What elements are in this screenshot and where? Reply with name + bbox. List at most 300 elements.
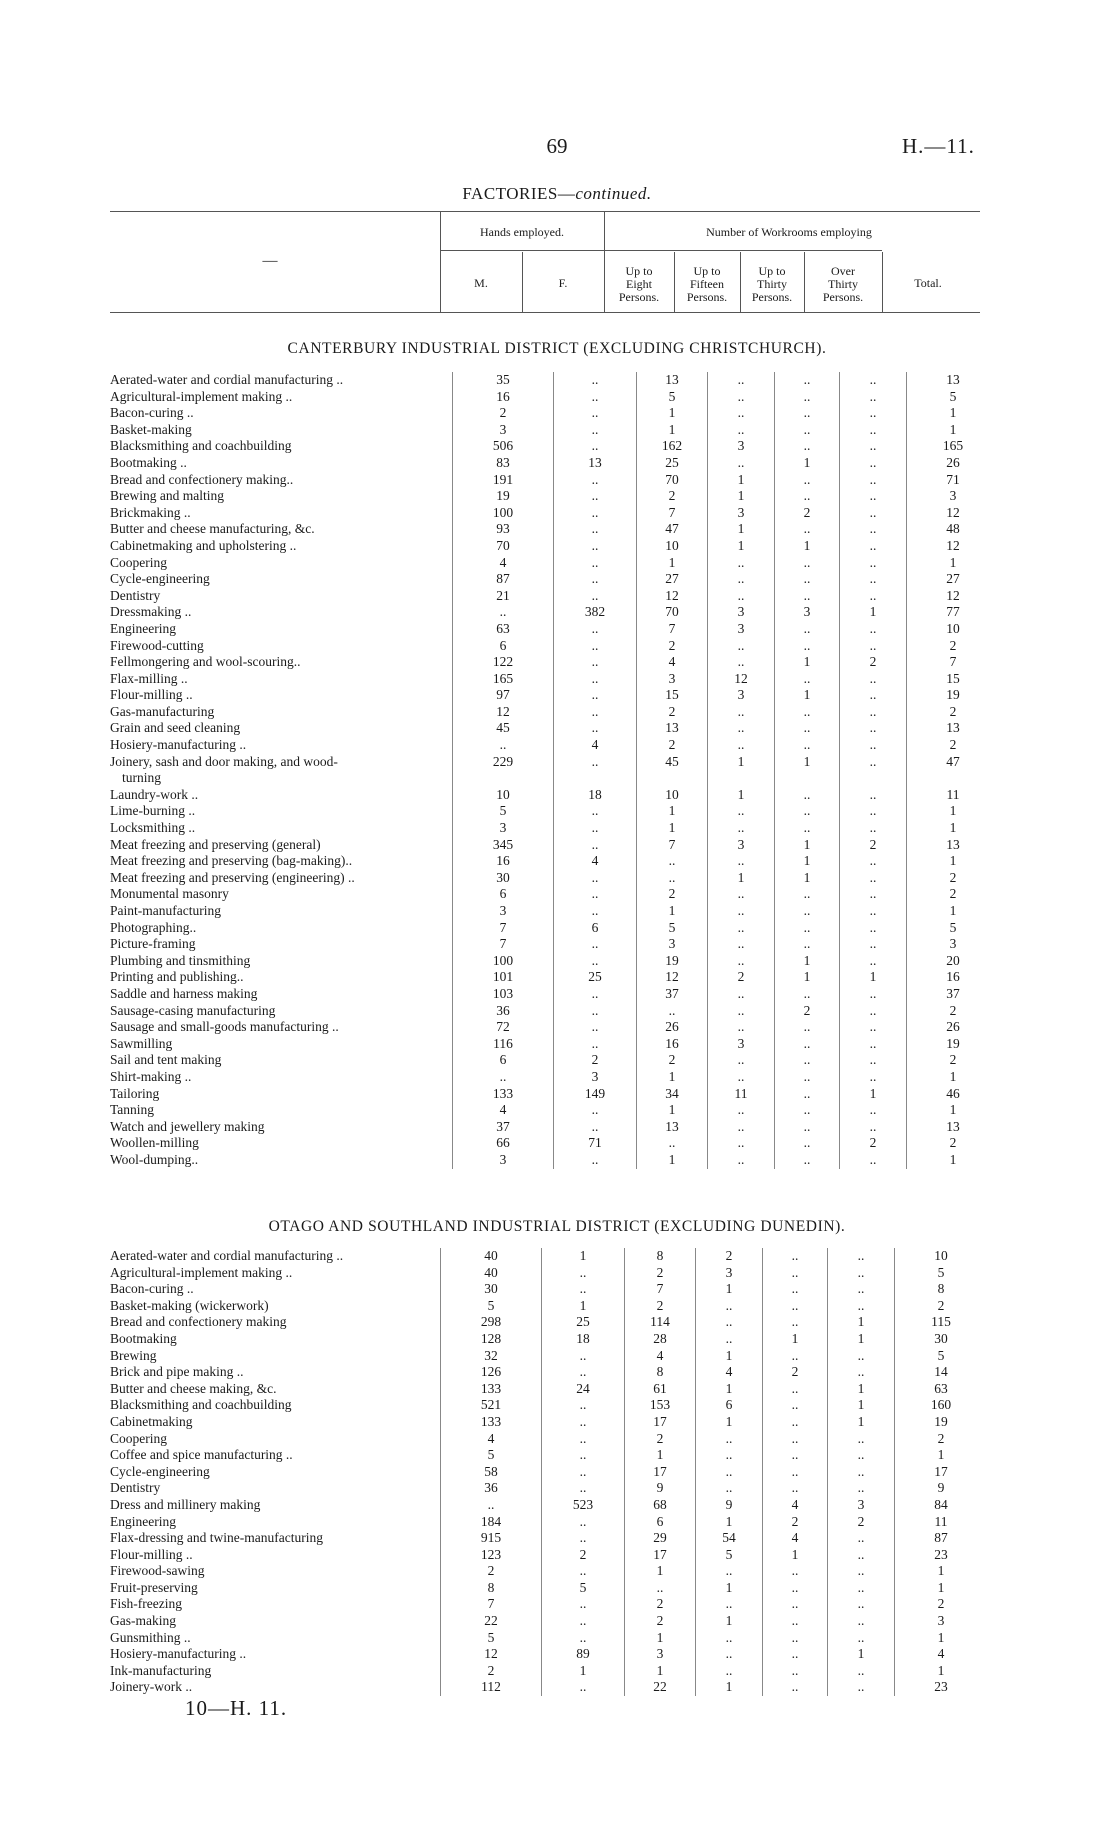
workrooms-up-to-eight: 17 (625, 1547, 696, 1564)
industry-name: Engineering (110, 1513, 176, 1529)
table-row (110, 1248, 987, 1265)
male-hands: 229 (453, 754, 554, 771)
workrooms-up-to-thirty: .. (763, 1679, 828, 1696)
workrooms-up-to-thirty: .. (775, 405, 840, 422)
workrooms-over-thirty: .. (828, 1663, 895, 1680)
industry-name: Agricultural-implement making .. (110, 388, 293, 404)
up-to-thirty-header (740, 265, 804, 304)
up-to-fifteen-header (674, 265, 740, 304)
workrooms-over-thirty: .. (840, 1069, 907, 1086)
female-hands: .. (554, 1152, 637, 1169)
workrooms-total: 1 (895, 1447, 988, 1464)
female-hands: .. (554, 837, 637, 854)
workrooms-total: 63 (895, 1381, 988, 1398)
workrooms-total (907, 770, 1000, 787)
table-row (110, 389, 999, 406)
workrooms-up-to-thirty: .. (763, 1646, 828, 1663)
table-row (110, 1431, 987, 1448)
workrooms-up-to-eight: 68 (625, 1497, 696, 1514)
workrooms-total: 13 (907, 1119, 1000, 1136)
workrooms-up-to-fifteen: .. (708, 1135, 775, 1152)
industry-name: Watch and jewellery making (110, 1118, 265, 1134)
workrooms-over-thirty: .. (840, 521, 907, 538)
table-row (110, 422, 999, 439)
female-hands: 5 (542, 1580, 625, 1597)
workrooms-up-to-thirty: 1 (775, 870, 840, 887)
workrooms-up-to-thirty: .. (775, 422, 840, 439)
workrooms-over-thirty: .. (840, 472, 907, 489)
industry-name: Grain and seed cleaning (110, 720, 241, 736)
workrooms-up-to-thirty: .. (775, 986, 840, 1003)
workrooms-up-to-thirty: 2 (775, 1003, 840, 1020)
industry-name: Joinery-work .. (110, 1679, 193, 1695)
workrooms-up-to-eight: 2 (637, 488, 708, 505)
workrooms-up-to-thirty: .. (775, 1036, 840, 1053)
header-line: Eight (626, 277, 652, 291)
female-hands: .. (554, 571, 637, 588)
female-hands: .. (554, 621, 637, 638)
workrooms-up-to-fifteen: 1 (708, 870, 775, 887)
male-hands: 63 (453, 621, 554, 638)
workrooms-total: 23 (895, 1679, 988, 1696)
workrooms-up-to-eight: 9 (625, 1480, 696, 1497)
male-hands: 66 (453, 1135, 554, 1152)
workrooms-up-to-thirty: .. (775, 621, 840, 638)
workrooms-over-thirty: .. (828, 1613, 895, 1630)
table-row (110, 372, 999, 389)
industry-name: Sail and tent making (110, 1052, 222, 1068)
industry-name: Sausage-casing manufacturing (110, 1002, 276, 1018)
table-row (110, 604, 999, 621)
male-hands: 32 (441, 1348, 542, 1365)
female-hands: .. (542, 1464, 625, 1481)
industry-name: Basket-making (110, 421, 192, 437)
workrooms-total: 12 (907, 538, 1000, 555)
female-hands: 6 (554, 920, 637, 937)
industry-name: Ink-manufacturing (110, 1662, 212, 1678)
industry-name: Bread and confectionery making.. (110, 471, 294, 487)
female-hands (554, 770, 637, 787)
workrooms-up-to-fifteen: .. (696, 1314, 763, 1331)
male-hands: 133 (453, 1086, 554, 1103)
workrooms-total: 3 (895, 1613, 988, 1630)
workrooms-over-thirty: .. (828, 1281, 895, 1298)
workrooms-up-to-thirty: .. (763, 1281, 828, 1298)
table-row (110, 1135, 999, 1152)
table-row (110, 1514, 987, 1531)
workrooms-up-to-thirty: .. (775, 671, 840, 688)
table-row (110, 455, 999, 472)
otago-southland-table (110, 1248, 987, 1696)
header-subrule (604, 250, 882, 251)
industry-name: Bacon-curing .. (110, 1281, 194, 1297)
female-hands: .. (554, 720, 637, 737)
workrooms-up-to-fifteen: 12 (708, 671, 775, 688)
workrooms-up-to-fifteen: .. (696, 1630, 763, 1647)
workrooms-over-thirty: .. (840, 488, 907, 505)
male-hands: 2 (441, 1563, 542, 1580)
industry-name: Laundry-work .. (110, 786, 199, 802)
workrooms-over-thirty: .. (840, 920, 907, 937)
female-hands: .. (554, 903, 637, 920)
industry-name: Monumental masonry (110, 886, 229, 902)
table-row (110, 737, 999, 754)
female-hands: .. (554, 1119, 637, 1136)
hands-employed-header: Hands employed. (480, 225, 564, 239)
male-hands: 93 (453, 521, 554, 538)
workrooms-over-thirty: .. (828, 1630, 895, 1647)
workrooms-total: 1 (907, 405, 1000, 422)
workrooms-up-to-fifteen: 3 (708, 621, 775, 638)
female-hands: .. (554, 372, 637, 389)
workrooms-up-to-fifteen: .. (708, 920, 775, 937)
male-hands: 72 (453, 1019, 554, 1036)
workrooms-up-to-thirty: 1 (775, 455, 840, 472)
workrooms-up-to-eight: 70 (637, 472, 708, 489)
workrooms-total: 26 (907, 1019, 1000, 1036)
canterbury-table (110, 372, 999, 1169)
table-row (110, 770, 999, 787)
male-hands: 100 (453, 505, 554, 522)
header-bottom-rule (110, 312, 980, 313)
table-row (110, 720, 999, 737)
female-hands: 13 (554, 455, 637, 472)
table-row (110, 704, 999, 721)
workrooms-total: 14 (895, 1364, 988, 1381)
male-hands: 70 (453, 538, 554, 555)
workrooms-up-to-eight: 10 (637, 538, 708, 555)
female-hands: .. (554, 521, 637, 538)
industry-name: Coopering (110, 554, 167, 570)
header-line: Fifteen (690, 277, 724, 291)
workrooms-up-to-fifteen: 1 (696, 1679, 763, 1696)
industry-name: Flour-milling .. (110, 1546, 193, 1562)
header-line: Thirty (757, 277, 787, 291)
table-row (110, 1314, 987, 1331)
workrooms-up-to-fifteen: .. (708, 1003, 775, 1020)
industry-name: Butter and cheese manufacturing, &c. (110, 521, 315, 537)
female-hands: 18 (554, 787, 637, 804)
female-hands: .. (554, 472, 637, 489)
workrooms-up-to-fifteen (708, 770, 775, 787)
industry-name: Wool-dumping.. (110, 1151, 199, 1167)
workrooms-up-to-eight: 10 (637, 787, 708, 804)
workrooms-total: 47 (907, 754, 1000, 771)
industry-name: Cycle-engineering (110, 1463, 210, 1479)
male-hands: 7 (453, 936, 554, 953)
workrooms-total: 1 (907, 1069, 1000, 1086)
workrooms-total: 19 (895, 1414, 988, 1431)
workrooms-total: 1 (895, 1630, 988, 1647)
workrooms-total: 4 (895, 1646, 988, 1663)
male-hands: 3 (453, 1152, 554, 1169)
workrooms-up-to-eight: .. (637, 1135, 708, 1152)
male-hands: 184 (441, 1514, 542, 1531)
female-hands: 1 (542, 1663, 625, 1680)
table-row (110, 953, 999, 970)
industry-name: Tailoring (110, 1085, 160, 1101)
workrooms-up-to-fifteen: 1 (696, 1514, 763, 1531)
workrooms-up-to-thirty: .. (763, 1580, 828, 1597)
industry-name: Fellmongering and wool-scouring.. (110, 654, 301, 670)
female-hands: .. (554, 588, 637, 605)
industry-name: turning (122, 770, 161, 786)
workrooms-up-to-eight: 12 (637, 969, 708, 986)
workrooms-up-to-thirty: .. (763, 1414, 828, 1431)
workrooms-up-to-eight: 4 (637, 654, 708, 671)
female-hands: 1 (542, 1298, 625, 1315)
male-hands: 521 (441, 1397, 542, 1414)
workrooms-over-thirty: .. (840, 1003, 907, 1020)
workrooms-up-to-eight: 28 (625, 1331, 696, 1348)
workrooms-up-to-fifteen: 3 (708, 1036, 775, 1053)
workrooms-over-thirty: .. (840, 1152, 907, 1169)
workrooms-up-to-fifteen: .. (708, 820, 775, 837)
workrooms-total: 23 (895, 1547, 988, 1564)
workrooms-up-to-fifteen: 1 (708, 521, 775, 538)
workrooms-over-thirty: .. (828, 1447, 895, 1464)
female-hands: 25 (554, 969, 637, 986)
workrooms-total: 1 (907, 422, 1000, 439)
workrooms-up-to-thirty: .. (775, 1152, 840, 1169)
workrooms-up-to-fifteen: 3 (708, 604, 775, 621)
workrooms-up-to-fifteen: .. (708, 1102, 775, 1119)
workrooms-up-to-eight: 7 (625, 1281, 696, 1298)
workrooms-over-thirty: .. (840, 737, 907, 754)
workrooms-over-thirty: .. (840, 986, 907, 1003)
workrooms-up-to-thirty: 1 (775, 687, 840, 704)
workrooms-over-thirty: .. (840, 1036, 907, 1053)
workrooms-up-to-eight: 37 (637, 986, 708, 1003)
workrooms-up-to-eight: 5 (637, 389, 708, 406)
workrooms-over-thirty: .. (828, 1480, 895, 1497)
workrooms-up-to-eight: 1 (637, 1102, 708, 1119)
table-row (110, 1613, 987, 1630)
industry-name: Flax-dressing and twine-manufacturing (110, 1530, 323, 1546)
workrooms-up-to-fifteen: .. (696, 1431, 763, 1448)
workrooms-up-to-fifteen: 1 (696, 1381, 763, 1398)
male-hands: 128 (441, 1331, 542, 1348)
table-row (110, 1381, 987, 1398)
workrooms-over-thirty: .. (840, 671, 907, 688)
industry-name: Brewing and malting (110, 488, 224, 504)
workrooms-total: 2 (895, 1298, 988, 1315)
workrooms-up-to-thirty: .. (775, 571, 840, 588)
male-hands: 5 (441, 1298, 542, 1315)
male-hands: 21 (453, 588, 554, 605)
workrooms-total: 2 (895, 1431, 988, 1448)
workrooms-up-to-eight: 1 (637, 555, 708, 572)
workrooms-up-to-thirty: .. (775, 886, 840, 903)
table-row (110, 1086, 999, 1103)
workrooms-up-to-fifteen: 3 (708, 687, 775, 704)
workrooms-up-to-eight: 13 (637, 720, 708, 737)
table-row (110, 870, 999, 887)
female-hands: .. (554, 1003, 637, 1020)
industry-name: Engineering (110, 620, 176, 636)
male-hands: 2 (441, 1663, 542, 1680)
workrooms-up-to-eight: 13 (637, 1119, 708, 1136)
workrooms-up-to-fifteen: 3 (696, 1265, 763, 1282)
table-row (110, 886, 999, 903)
male-hands: 165 (453, 671, 554, 688)
workrooms-up-to-thirty: .. (775, 936, 840, 953)
workrooms-up-to-thirty: .. (775, 920, 840, 937)
workrooms-up-to-eight: .. (625, 1580, 696, 1597)
industry-name: Blacksmithing and coachbuilding (110, 438, 292, 454)
workrooms-up-to-fifteen: 9 (696, 1497, 763, 1514)
table-row (110, 555, 999, 572)
workrooms-over-thirty: .. (840, 621, 907, 638)
female-hands: .. (554, 1036, 637, 1053)
workrooms-over-thirty: .. (840, 903, 907, 920)
male-hands: 87 (453, 571, 554, 588)
workrooms-over-thirty: .. (828, 1364, 895, 1381)
header-line: Persons. (751, 290, 793, 304)
workrooms-up-to-thirty: .. (763, 1381, 828, 1398)
workrooms-total: 2 (907, 638, 1000, 655)
workrooms-up-to-fifteen: .. (696, 1563, 763, 1580)
workrooms-up-to-thirty: .. (775, 1019, 840, 1036)
female-hands: .. (542, 1447, 625, 1464)
female-hands: 2 (542, 1547, 625, 1564)
workrooms-up-to-fifteen: .. (708, 704, 775, 721)
workrooms-total: 1 (895, 1580, 988, 1597)
workrooms-total: 5 (895, 1348, 988, 1365)
table-row (110, 1580, 987, 1597)
workrooms-total: 1 (895, 1663, 988, 1680)
industry-name: Aerated-water and cordial manufacturing .. (110, 1248, 344, 1263)
table-row (110, 1547, 987, 1564)
table-row (110, 1331, 987, 1348)
workrooms-up-to-fifteen: .. (696, 1596, 763, 1613)
workrooms-up-to-eight: 8 (625, 1364, 696, 1381)
workrooms-total: 19 (907, 687, 1000, 704)
industry-name: Dress and millinery making (110, 1496, 261, 1512)
workrooms-up-to-fifteen: .. (708, 853, 775, 870)
workrooms-over-thirty: .. (828, 1248, 895, 1265)
workrooms-over-thirty: .. (828, 1580, 895, 1597)
workrooms-total: 1 (907, 853, 1000, 870)
workrooms-up-to-fifteen: .. (708, 372, 775, 389)
workrooms-up-to-eight: 34 (637, 1086, 708, 1103)
workrooms-up-to-eight: 47 (637, 521, 708, 538)
workrooms-total: 2 (907, 704, 1000, 721)
workrooms-over-thirty: .. (828, 1348, 895, 1365)
workrooms-up-to-fifteen: 1 (696, 1580, 763, 1597)
workrooms-up-to-fifteen: .. (708, 1069, 775, 1086)
table-row (110, 1563, 987, 1580)
header-line: Persons. (686, 290, 728, 304)
table-row (110, 1003, 999, 1020)
table-row (110, 1102, 999, 1119)
workrooms-over-thirty: .. (840, 1119, 907, 1136)
workrooms-up-to-eight: 1 (637, 405, 708, 422)
male-hands: 97 (453, 687, 554, 704)
workrooms-over-thirty: .. (840, 936, 907, 953)
workrooms-header: Number of Workrooms employing (706, 225, 872, 239)
workrooms-over-thirty: 1 (828, 1646, 895, 1663)
workrooms-up-to-eight: 29 (625, 1530, 696, 1547)
workrooms-up-to-thirty: 4 (763, 1530, 828, 1547)
workrooms-up-to-eight: 17 (625, 1464, 696, 1481)
table-row (110, 920, 999, 937)
workrooms-up-to-fifteen: 5 (696, 1547, 763, 1564)
male-hands: 122 (453, 654, 554, 671)
workrooms-total: 11 (907, 787, 1000, 804)
workrooms-total: 20 (907, 953, 1000, 970)
industry-name: Shirt-making .. (110, 1068, 192, 1084)
workrooms-up-to-eight: 12 (637, 588, 708, 605)
workrooms-up-to-fifteen: .. (708, 405, 775, 422)
workrooms-up-to-thirty: 1 (775, 953, 840, 970)
table-row (110, 1414, 987, 1431)
workrooms-up-to-thirty: .. (775, 1135, 840, 1152)
workrooms-up-to-fifteen: 1 (696, 1613, 763, 1630)
industry-name: Hosiery-manufacturing .. (110, 1646, 247, 1662)
workrooms-up-to-thirty: .. (775, 438, 840, 455)
workrooms-over-thirty: .. (840, 555, 907, 572)
workrooms-over-thirty: .. (840, 1019, 907, 1036)
industry-name: Sawmilling (110, 1035, 173, 1051)
workrooms-up-to-fifteen: 2 (708, 969, 775, 986)
workrooms-total: 77 (907, 604, 1000, 621)
male-hands (453, 770, 554, 787)
workrooms-over-thirty: 1 (828, 1314, 895, 1331)
workrooms-total: 2 (907, 737, 1000, 754)
female-hands: .. (542, 1348, 625, 1365)
table-row (110, 405, 999, 422)
male-hands: 36 (441, 1480, 542, 1497)
male-hands: 16 (453, 389, 554, 406)
female-hands: .. (542, 1630, 625, 1647)
workrooms-over-thirty: 2 (828, 1514, 895, 1531)
workrooms-over-thirty: .. (840, 704, 907, 721)
workrooms-up-to-fifteen: .. (708, 936, 775, 953)
header-top-rule (110, 211, 980, 212)
workrooms-total: 7 (907, 654, 1000, 671)
workrooms-total: 13 (907, 720, 1000, 737)
workrooms-over-thirty: 1 (840, 1086, 907, 1103)
table-row (110, 1646, 987, 1663)
table-row (110, 1036, 999, 1053)
workrooms-up-to-thirty: .. (775, 521, 840, 538)
workrooms-over-thirty: .. (828, 1530, 895, 1547)
workrooms-up-to-thirty: .. (775, 803, 840, 820)
industry-name: Basket-making (wickerwork) (110, 1297, 269, 1313)
workrooms-up-to-eight: 2 (637, 1052, 708, 1069)
workrooms-over-thirty: 1 (828, 1331, 895, 1348)
workrooms-up-to-fifteen: .. (708, 803, 775, 820)
female-hands: .. (554, 936, 637, 953)
workrooms-up-to-thirty: .. (775, 588, 840, 605)
workrooms-over-thirty: .. (840, 588, 907, 605)
header-line: Over (831, 264, 855, 278)
male-hands: 22 (441, 1613, 542, 1630)
workrooms-total: 3 (907, 488, 1000, 505)
table-row (110, 1397, 987, 1414)
workrooms-up-to-fifteen: .. (708, 1152, 775, 1169)
workrooms-over-thirty: .. (840, 505, 907, 522)
workrooms-up-to-fifteen: 1 (696, 1348, 763, 1365)
total-header: Total. (914, 276, 942, 290)
industry-name: Fish-freezing (110, 1596, 182, 1612)
workrooms-up-to-eight: 153 (625, 1397, 696, 1414)
workrooms-over-thirty: .. (840, 1052, 907, 1069)
workrooms-up-to-thirty: .. (763, 1480, 828, 1497)
workrooms-up-to-fifteen: .. (696, 1464, 763, 1481)
male-hands: 126 (441, 1364, 542, 1381)
